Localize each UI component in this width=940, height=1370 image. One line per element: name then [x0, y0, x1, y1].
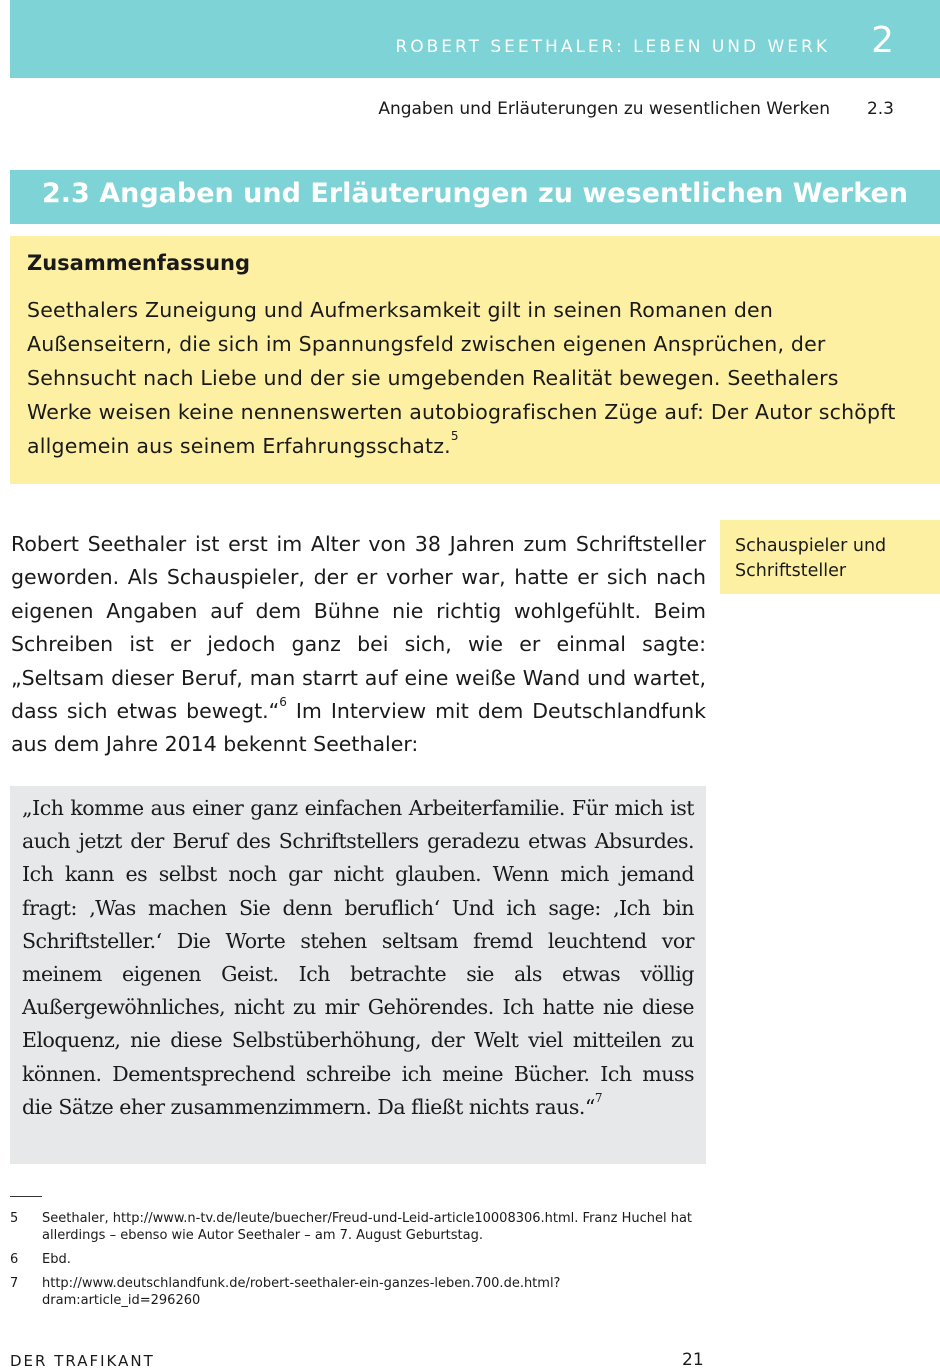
footnote-divider	[10, 1196, 42, 1197]
footnote-number: 5	[10, 1211, 19, 1226]
footnote-ref[interactable]: 5	[450, 429, 459, 443]
footnote-text: Seethaler, http://www.n-tv.de/leute/buecher/Freud-und-Leid-article10008306.html. Franz Huchel hat allerdings – ebenso wie Autor Seethaler – am 7. August Geburtstag.	[42, 1211, 693, 1243]
section-heading: 2.3 Angaben und Erläuterungen zu wesentlichen Werken	[42, 178, 909, 209]
footnote-text: http://www.deutschlandfunk.de/robert-seethaler-ein-ganzes-leben.700.de.html?dram:article_id=296260	[42, 1276, 561, 1308]
footnote	[10, 1210, 706, 1244]
running-section-number: 2.3	[866, 99, 894, 119]
body-paragraph-part2: Im Interview mit dem Deutschlandfunk aus dem Jahre 2014 bekennt Seethaler:	[11, 699, 706, 757]
chapter-header-band	[10, 0, 940, 78]
footnote	[10, 1251, 706, 1268]
footnotes	[10, 1210, 706, 1316]
summary-body: Seethalers Zuneigung und Aufmerksamkeit gilt in seinen Romanen den Außenseitern, die sich im Spannungsfeld zwischen eigenen Ansprüchen, der Sehnsucht nach Liebe und der sie umgebenden Realität bewegen. Seethalers Werke weisen keine nennenswerten autobiografischen Züge auf: Der Autor schöpft allgemein aus seinem Erfahrungsschatz.	[27, 298, 896, 458]
footnote-number: 7	[10, 1276, 19, 1291]
quote-text	[22, 792, 694, 1124]
summary-title: Zusammenfassung	[27, 251, 251, 275]
footnote-text: Ebd.	[42, 1252, 71, 1267]
footnote-ref[interactable]: 6	[279, 695, 287, 710]
footnote-number: 6	[10, 1252, 19, 1267]
page-number: 21	[682, 1350, 704, 1370]
running-head: Angaben und Erläuterungen zu wesentlichen Werken	[378, 99, 830, 119]
section-heading-bar	[10, 170, 940, 224]
margin-note	[720, 520, 940, 594]
footnote	[10, 1275, 706, 1309]
chapter-title: ROBERT SEETHALER: LEBEN UND WERK	[395, 37, 830, 57]
margin-note-text: Schauspieler und Schriftsteller	[735, 536, 887, 581]
summary-box	[10, 236, 940, 484]
footnote-ref[interactable]: 7	[594, 1090, 602, 1105]
body-paragraph	[11, 528, 706, 762]
summary-text	[27, 293, 902, 463]
body-paragraph-part1: Robert Seethaler ist erst im Alter von 38 Jahren zum Schriftsteller geworden. Als Schauspieler, der er vorher war, hatte er sich nach eigenen Angaben auf dem Bühne nie richtig wohlgefühlt. Beim Schreiben ist er jedoch ganz bei sich, wie er einmal sagte: „Seltsam dieser Beruf, man starrt auf eine weiße Wand und wartet, dass sich etwas bewegt.“	[11, 532, 706, 724]
footer-book-title: DER TRAFIKANT	[10, 1352, 155, 1370]
quote-body: „Ich komme aus einer ganz einfachen Arbeiterfamilie. Für mich ist auch jetzt der Beruf des Schriftstellers geradezu etwas Absurdes. Ich kann es selbst noch gar nicht glauben. Wenn mich jemand fragt: ‚Was machen Sie denn beruflich‘ Und ich sage: ‚Ich bin Schriftsteller.‘ Die Worte stehen seltsam fremd leuchtend vor meinem eigenen Geist. Ich betrachte sie als etwas völlig Außergewöhnliches, nicht zu mir Gehörendes. Ich hatte nie diese Eloquenz, nie diese Selbstüberhöhung, der Welt viel mitteilen zu können. Dementsprechend schreibe ich meine Bücher. Ich muss die Sätze eher zusammenzimmern. Da fließt nichts raus.“	[22, 796, 694, 1119]
chapter-number: 2	[871, 20, 894, 61]
block-quote	[10, 786, 706, 1164]
